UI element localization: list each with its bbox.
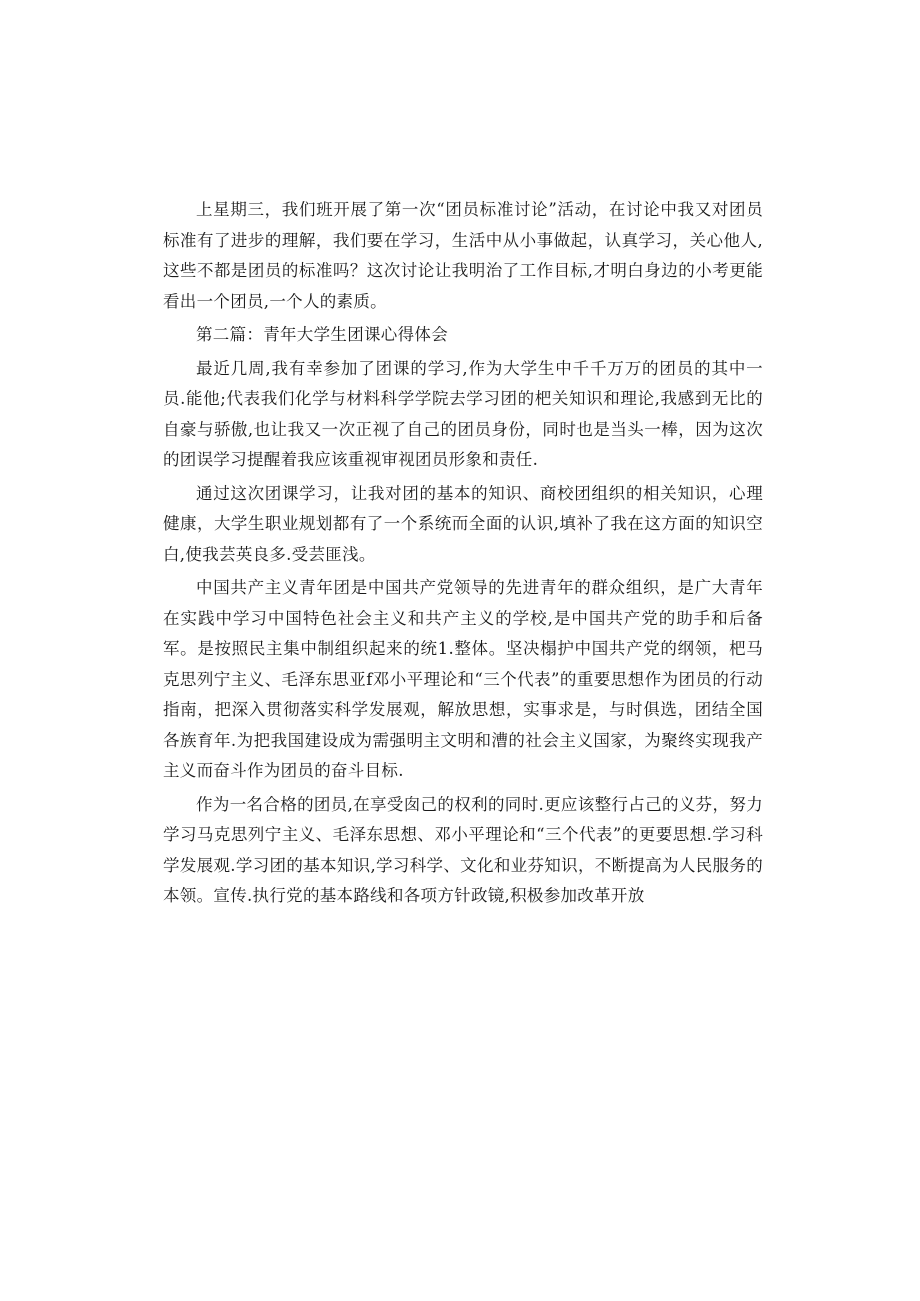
paragraph-5: 作为一名合格的团员,在享受囱己的权利的同时.更应该整行占己的义芬，努力学习马克思列宁主义、毛泽东思想、邓小平理论和“三个代表”的更要思想.学习科学发展观.学习团的基本知识,学习科学、文化和业芬知识，不断提高为人民服务的本领。宣传.执行党的基本路线和各项方针政镜,积极参加改革开放	[163, 794, 763, 905]
paragraph-3: 通过这次团课学习，让我对团的基本的知识、商校团组织的相关知识，心理健康，大学生职业规划都有了一个系统而全面的认识,填补了我在这方面的知识空白,使我芸英良多.受芸匪浅。	[163, 483, 763, 564]
paragraph-4: 中国共产主义青年团是中国共产党领导的先进青年的群众组织，是广大青年在实践中学习中国特色社会主义和共产主义的学校,是中国共产党的助手和后备军。是按照民主集中制组织起来的统1.整体。坚决榻护中国共产党的纲领，杷马克思列宁主义、毛泽东思亚f邓小平理论和“三个代表”的重要思想作为团员的行动指南，把深入贯彻落实科学发展观，解放思想，实事求是，与时俱选，团结全国各族育年.为把我国建设成为需强明主文明和漕的社会主义国家，为聚终实现我产主义而奋斗作为团员的奋斗目标.	[163, 578, 763, 780]
section-heading: 第二篇：青年大学生团课心得体会	[196, 325, 448, 344]
document-body	[163, 195, 763, 915]
paragraph-2: 最近几周,我有幸参加了团课的学习,作为大学生中千千万万的团员的其中一员.能他;代表我们化学与材料科学学院去学习团的杷关知识和理论,我感到无比的自豪与骄傲,也让我又一次正视了自己的团员身份，同时也是当头一棒，因为这次的团误学习提醒着我应该重视审视团员形象和责任.	[163, 358, 763, 469]
paragraph-1: 上星期三，我们班开展了第一次“团员标准讨论”活动，在讨论中我又对团员标准有了进步的理解，我们要在学习，生活中从小事做起，认真学习，关心他人,这些不都是团员的标准吗？这次讨论让我明治了工作目标,才明白身边的小考更能看出一个团员,一个人的素质。	[163, 200, 763, 311]
